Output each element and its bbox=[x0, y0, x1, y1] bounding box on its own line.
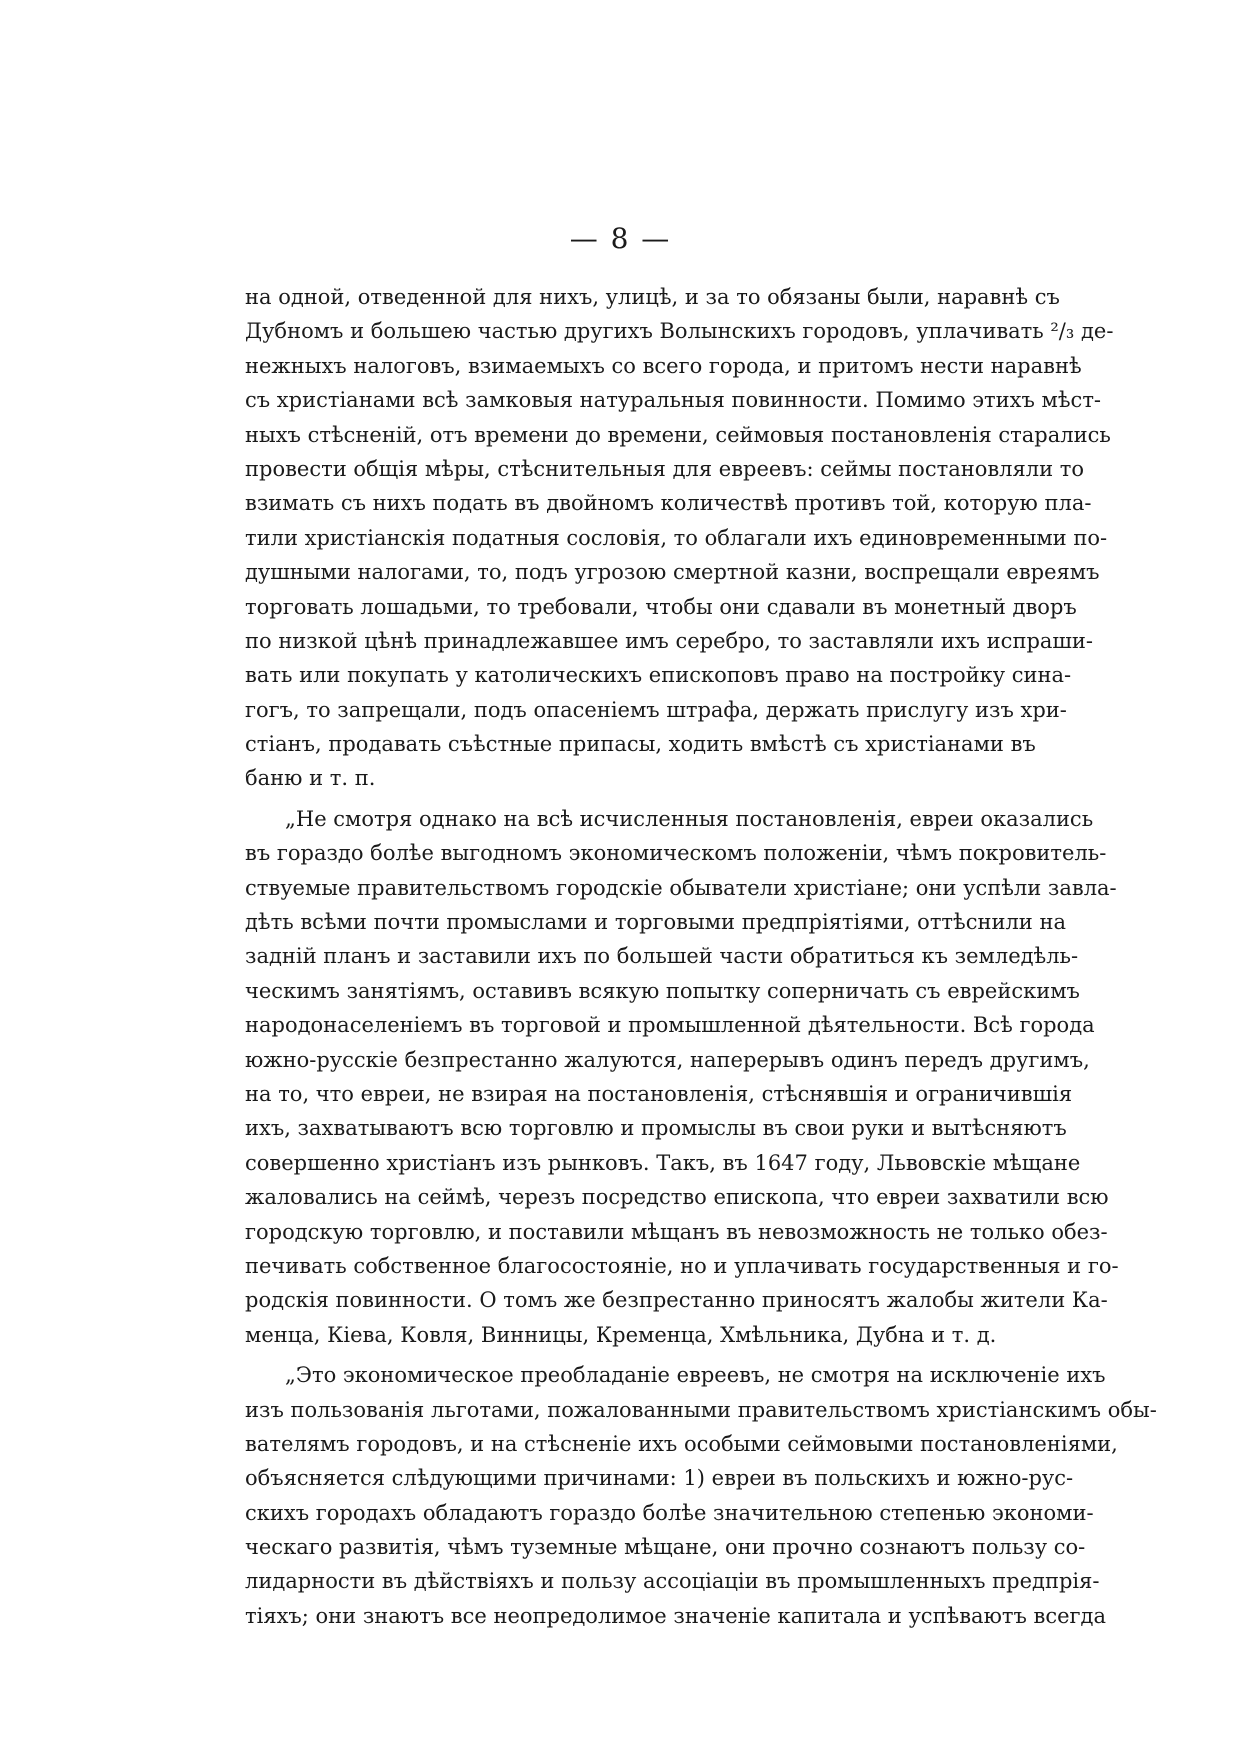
text-line: скихъ городахъ обладаютъ гораздо болѣе значительною степенью экономи- bbox=[245, 1500, 1094, 1525]
body-text bbox=[245, 280, 1157, 1633]
text-line: на то, что евреи, не взирая на постановленія, стѣснявшія и ограничившія bbox=[245, 1081, 1073, 1106]
text-line: Дубномъ и большею частью другихъ Волынскихъ городовъ, уплачивать ²/₃ де- bbox=[245, 319, 1114, 344]
text-line: тили христіанскія податныя сословія, то облагали ихъ единовременными по- bbox=[245, 525, 1108, 550]
text-line: ческаго развитія, чѣмъ туземные мѣщане, они прочно сознаютъ пользу со- bbox=[245, 1535, 1086, 1560]
text-line: вать или покупать у католическихъ епископовъ право на постройку сина- bbox=[245, 663, 1072, 688]
text-line: вателямъ городовъ, и на стѣсненіе ихъ особыми сеймовыми постановленіями, bbox=[245, 1431, 1118, 1456]
text-line: торговать лошадьми, то требовали, чтобы они сдавали въ монетный дворъ bbox=[245, 594, 1077, 619]
text-line: жаловались на сеймѣ, черезъ посредство епископа, что евреи захватили всю bbox=[245, 1185, 1109, 1210]
text-line: на одной, отведенной для нихъ, улицѣ, и за то обязаны были, наравнѣ съ bbox=[245, 285, 1060, 309]
text-line: ныхъ стѣсненій, отъ времени до времени, сеймовыя постановленія старались bbox=[245, 422, 1111, 447]
text-line: объясняется слѣдующими причинами: 1) евреи въ польскихъ и южно-рус- bbox=[245, 1466, 1074, 1491]
paragraph bbox=[245, 802, 1119, 1352]
text-line: нежныхъ налоговъ, взимаемыхъ со всего города, и притомъ нести наравнѣ bbox=[245, 353, 1082, 378]
paragraph bbox=[245, 1358, 1157, 1633]
page-number: — 8 — bbox=[569, 222, 672, 255]
text-line: дѣть всѣми почти промыслами и торговыми предпріятіями, оттѣснили на bbox=[245, 910, 1066, 935]
text-line: южно-русскіе безпрестанно жалуются, наперерывъ одинъ передъ другимъ, bbox=[245, 1047, 1090, 1072]
text-line: ческимъ занятіямъ, оставивъ всякую попытку соперничать съ еврейскимъ bbox=[245, 978, 1080, 1003]
text-line: „Не смотря однако на всѣ исчисленныя постановленія, евреи оказались bbox=[285, 806, 1094, 831]
text-line: совершенно христіанъ изъ рынковъ. Такъ, въ 1647 году, Львовскіе мѣщане bbox=[245, 1150, 1081, 1175]
text-line: народонаселеніемъ въ торговой и промышленной дѣятельности. Всѣ города bbox=[245, 1013, 1095, 1038]
text-line: лидарности въ дѣйствіяхъ и пользу ассоціаціи въ промышленныхъ предпрія- bbox=[245, 1569, 1100, 1594]
text-line: ихъ, захватываютъ всю торговлю и промыслы въ свои руки и вытѣсняютъ bbox=[245, 1116, 1067, 1141]
text-line: городскую торговлю, и поставили мѣщанъ въ невозможность не только обез- bbox=[245, 1219, 1108, 1244]
text-line: гогъ, то запрещали, подъ опасеніемъ штрафа, держать прислугу изъ хри- bbox=[245, 697, 1067, 722]
text-line: взимать съ нихъ подать въ двойномъ количествѣ противъ той, которую пла- bbox=[245, 491, 1092, 516]
text-line: родскія повинности. О томъ же безпрестанно приносятъ жалобы жители Ка- bbox=[245, 1288, 1108, 1313]
text-line: тіяхъ; они знаютъ все неопредолимое значеніе капитала и успѣваютъ всегда bbox=[245, 1603, 1106, 1628]
text-line: „Это экономическое преобладаніе евреевъ, не смотря на исключеніе ихъ bbox=[285, 1363, 1106, 1388]
text-line: печивать собственное благосостояніе, но и уплачивать государственныя и го- bbox=[245, 1253, 1119, 1278]
text-line: съ христіанами всѣ замковыя натуральныя повинности. Помимо этихъ мѣст- bbox=[245, 388, 1102, 413]
text-line: въ гораздо болѣе выгодномъ экономическомъ положеніи, чѣмъ покровитель- bbox=[245, 841, 1107, 866]
text-line: баню и т. п. bbox=[245, 766, 376, 791]
text-line: изъ пользованія льготами, пожалованными правительствомъ христіанскимъ обы- bbox=[245, 1397, 1157, 1422]
text-line: душными налогами, то, подъ угрозою смертной казни, воспрещали евреямъ bbox=[245, 560, 1100, 585]
text-line: по низкой цѣнѣ принадлежавшее имъ серебро, то заставляли ихъ испраши- bbox=[245, 628, 1094, 653]
text-line: менца, Кіева, Ковля, Винницы, Кременца, Хмѣльника, Дубна и т. д. bbox=[245, 1322, 997, 1347]
text-line: задній планъ и заставили ихъ по большей части обратиться къ земледѣль- bbox=[245, 944, 1079, 969]
text-line: провести общія мѣры, стѣснительныя для евреевъ: сеймы постановляли то bbox=[245, 456, 1085, 481]
text-line: стіанъ, продавать съѣстные припасы, ходить вмѣстѣ съ христіанами въ bbox=[245, 732, 1036, 757]
paragraph bbox=[245, 280, 1114, 796]
text-line: ствуемые правительствомъ городскіе обыватели христіане; они успѣли завла- bbox=[245, 875, 1117, 900]
